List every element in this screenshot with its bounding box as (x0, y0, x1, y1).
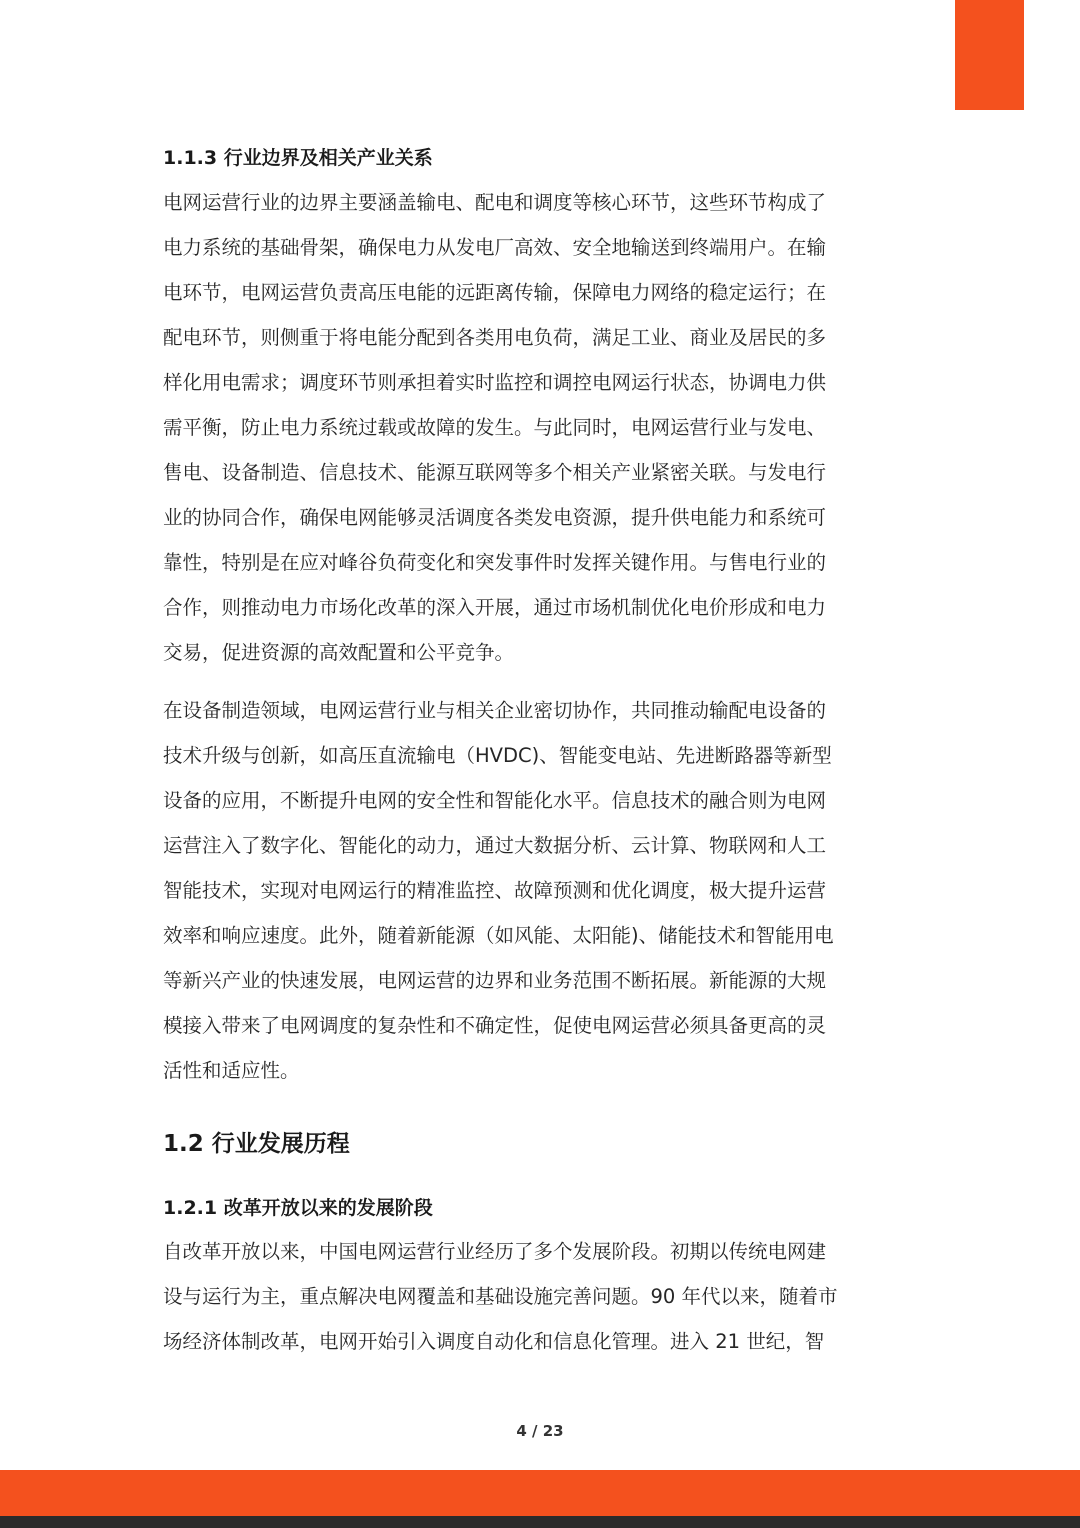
text-line: 效率和响应速度。此外，随着新能源（如风能、太阳能)、储能技术和智能用电 (163, 924, 834, 947)
text-line: 技术升级与创新，如高压直流输电（HVDC)、智能变电站、先进断路器等新型 (163, 744, 832, 767)
text-line: 电网运营行业的边界主要涵盖输电、配电和调度等核心环节，这些环节构成了 (163, 191, 827, 214)
text-line: 等新兴产业的快速发展，电网运营的边界和业务范围不断拓展。新能源的大规 (163, 969, 827, 992)
text-line: 需平衡，防止电力系统过载或故障的发生。与此同时，电网运营行业与发电、 (163, 416, 827, 439)
footer-dark-strip (0, 1516, 1080, 1528)
text-line: 活性和适应性。 (163, 1059, 300, 1082)
text-line: 交易，促进资源的高效配置和公平竞争。 (163, 641, 515, 664)
heading-1-1-3: 1.1.3 行业边界及相关产业关系 (163, 147, 433, 169)
text-line: 电力系统的基础骨架，确保电力从发电厂高效、安全地输送到终端用户。在输 (163, 236, 827, 259)
paragraph-equipment-it (163, 688, 923, 1093)
text-line: 售电、设备制造、信息技术、能源互联网等多个相关产业紧密关联。与发电行 (163, 461, 827, 484)
paragraph-industry-boundary (163, 180, 923, 675)
corner-accent-tab (955, 0, 1024, 110)
text-line: 智能技术，实现对电网运行的精准监控、故障预测和优化调度，极大提升运营 (163, 879, 827, 902)
text-line: 配电环节，则侧重于将电能分配到各类用电负荷，满足工业、商业及居民的多 (163, 326, 827, 349)
text-line: 电环节，电网运营负责高压电能的远距离传输，保障电力网络的稳定运行；在 (163, 281, 827, 304)
text-line: 业的协同合作，确保电网能够灵活调度各类发电资源，提升供电能力和系统可 (163, 506, 827, 529)
heading-1-2: 1.2 行业发展历程 (163, 1131, 350, 1157)
text-line: 设与运行为主，重点解决电网覆盖和基础设施完善问题。90 年代以来，随着市 (163, 1285, 838, 1308)
page-number: 4 / 23 (516, 1422, 564, 1440)
footer-accent-bar (0, 1470, 1080, 1516)
text-line: 场经济体制改革，电网开始引入调度自动化和信息化管理。进入 21 世纪，智 (163, 1330, 825, 1353)
paragraph-reform-stages (163, 1229, 923, 1364)
heading-1-2-1: 1.2.1 改革开放以来的发展阶段 (163, 1197, 433, 1219)
text-line: 运营注入了数字化、智能化的动力，通过大数据分析、云计算、物联网和人工 (163, 834, 827, 857)
text-line: 设备的应用，不断提升电网的安全性和智能化水平。信息技术的融合则为电网 (163, 789, 827, 812)
text-line: 模接入带来了电网调度的复杂性和不确定性，促使电网运营必须具备更高的灵 (163, 1014, 827, 1037)
text-line: 自改革开放以来，中国电网运营行业经历了多个发展阶段。初期以传统电网建 (163, 1240, 827, 1263)
text-line: 靠性，特别是在应对峰谷负荷变化和突发事件时发挥关键作用。与售电行业的 (163, 551, 827, 574)
text-line: 在设备制造领域，电网运营行业与相关企业密切协作，共同推动输配电设备的 (163, 699, 827, 722)
text-line: 样化用电需求；调度环节则承担着实时监控和调控电网运行状态，协调电力供 (163, 371, 827, 394)
text-line: 合作，则推动电力市场化改革的深入开展，通过市场机制优化电价形成和电力 (163, 596, 827, 619)
